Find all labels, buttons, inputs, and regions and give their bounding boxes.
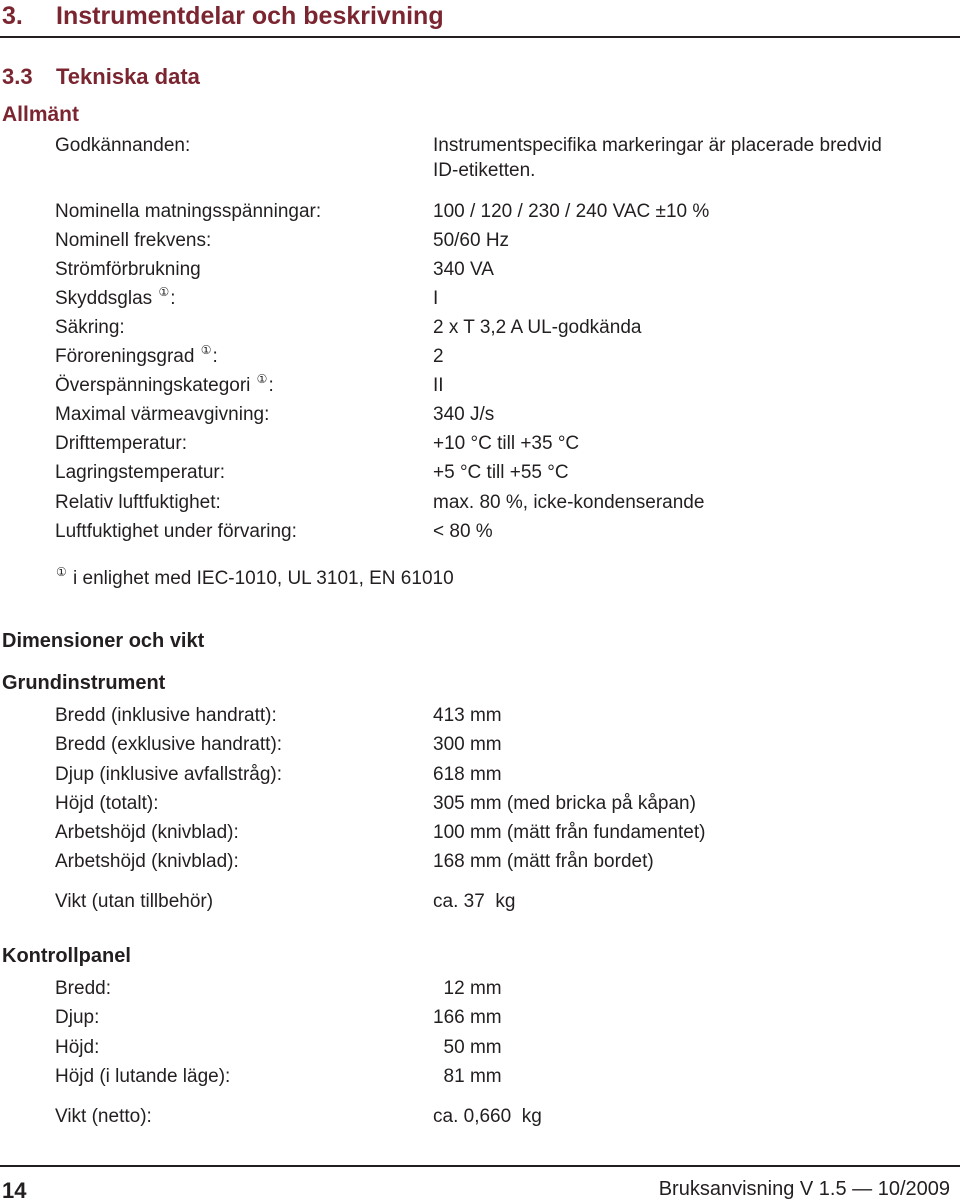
section-number: 3.3 bbox=[2, 64, 33, 89]
spec-value: 100 / 120 / 230 / 240 VAC ±10 % bbox=[433, 201, 710, 222]
dim-label: Höjd (totalt): bbox=[55, 793, 159, 814]
panel-value: ca. 0,660 kg bbox=[433, 1106, 542, 1127]
panel-label: Djup: bbox=[55, 1007, 100, 1028]
spec-label: Nominell frekvens: bbox=[55, 230, 212, 251]
footnote bbox=[55, 565, 454, 590]
heading-allmant: Allmänt bbox=[2, 103, 80, 126]
panel-label: Höjd (i lutande läge): bbox=[55, 1066, 231, 1087]
footer-document: Bruksanvisning V 1.5 — 10/2009 bbox=[658, 1178, 950, 1200]
spec-label: Luftfuktighet under förvaring: bbox=[55, 521, 297, 542]
spec-value: 340 VA bbox=[433, 259, 494, 280]
heading-dimensions: Dimensioner och vikt bbox=[2, 630, 205, 652]
spec-label: Relativ luftfuktighet: bbox=[55, 492, 221, 513]
footnote-mark: ① bbox=[158, 285, 170, 299]
footnote-mark: ① bbox=[56, 565, 67, 579]
dim-label: Bredd (inklusive handratt): bbox=[55, 705, 277, 726]
panel-value: 12 mm bbox=[433, 978, 502, 999]
spec-label-colon: : bbox=[212, 346, 218, 367]
approval-value-line2: ID-etiketten. bbox=[433, 160, 536, 181]
approval-value-line1: Instrumentspecifika markeringar är placerade bredvid bbox=[433, 135, 882, 156]
spec-label: Säkring: bbox=[55, 317, 125, 338]
dim-value: 305 mm (med bricka på kåpan) bbox=[433, 793, 696, 814]
spec-value: max. 80 %, icke-kondenserande bbox=[433, 492, 705, 513]
spec-label: Maximal värmeavgivning: bbox=[55, 404, 270, 425]
spec-label bbox=[55, 285, 176, 310]
dim-label: Vikt (utan tillbehör) bbox=[55, 891, 214, 912]
footnote-mark: ① bbox=[200, 343, 212, 357]
spec-label: Nominella matningsspänningar: bbox=[55, 201, 322, 222]
panel-label: Höjd: bbox=[55, 1037, 100, 1058]
spec-value: +5 °C till +55 °C bbox=[433, 462, 569, 483]
panel-value: 50 mm bbox=[433, 1037, 502, 1058]
footnote-text: i enlighet med IEC-1010, UL 3101, EN 61010 bbox=[67, 568, 454, 589]
header-rule bbox=[0, 36, 960, 38]
dim-label: Arbetshöjd (knivblad): bbox=[55, 851, 239, 872]
approval-label: Godkännanden: bbox=[55, 135, 191, 156]
dim-label: Bredd (exklusive handratt): bbox=[55, 734, 283, 755]
heading-base-instrument: Grundinstrument bbox=[2, 672, 166, 694]
spec-value: 340 J/s bbox=[433, 404, 495, 425]
dim-value: ca. 37 kg bbox=[433, 891, 516, 912]
spec-label: Lagringstemperatur: bbox=[55, 462, 226, 483]
dim-value: 413 mm bbox=[433, 705, 502, 726]
spec-label-text: Överspänningskategori bbox=[55, 375, 256, 396]
spec-value: II bbox=[433, 375, 444, 396]
footer-rule bbox=[0, 1165, 960, 1167]
section-title: Tekniska data bbox=[56, 64, 200, 89]
panel-label: Bredd: bbox=[55, 978, 111, 999]
spec-label: Drifttemperatur: bbox=[55, 433, 187, 454]
spec-value: 2 bbox=[433, 346, 444, 367]
spec-label-text: Skyddsglas bbox=[55, 288, 158, 309]
spec-value: I bbox=[433, 288, 439, 309]
dim-value: 618 mm bbox=[433, 764, 502, 785]
chapter-number: 3. bbox=[2, 2, 23, 30]
spec-label-colon: : bbox=[268, 375, 274, 396]
dim-value: 100 mm (mätt från fundamentet) bbox=[433, 822, 706, 843]
dim-value: 300 mm bbox=[433, 734, 502, 755]
dim-label: Arbetshöjd (knivblad): bbox=[55, 822, 239, 843]
panel-value: 166 mm bbox=[433, 1007, 502, 1028]
chapter-title: Instrumentdelar och beskrivning bbox=[56, 2, 444, 30]
spec-label bbox=[55, 372, 274, 397]
panel-value: 81 mm bbox=[433, 1066, 502, 1087]
page-number: 14 bbox=[2, 1178, 27, 1203]
spec-value: < 80 % bbox=[433, 521, 493, 542]
spec-value: 2 x T 3,2 A UL-godkända bbox=[433, 317, 642, 338]
footnote-mark: ① bbox=[256, 372, 268, 386]
spec-label-colon: : bbox=[170, 288, 176, 309]
spec-label-text: Föroreningsgrad bbox=[55, 346, 200, 367]
spec-value: +10 °C till +35 °C bbox=[433, 433, 580, 454]
dim-label: Djup (inklusive avfallstråg): bbox=[55, 764, 283, 785]
dim-value: 168 mm (mätt från bordet) bbox=[433, 851, 654, 872]
spec-label: Strömförbrukning bbox=[55, 259, 201, 280]
spec-label bbox=[55, 343, 218, 368]
panel-label: Vikt (netto): bbox=[55, 1106, 152, 1127]
spec-value: 50/60 Hz bbox=[433, 230, 510, 251]
heading-control-panel: Kontrollpanel bbox=[2, 945, 131, 967]
